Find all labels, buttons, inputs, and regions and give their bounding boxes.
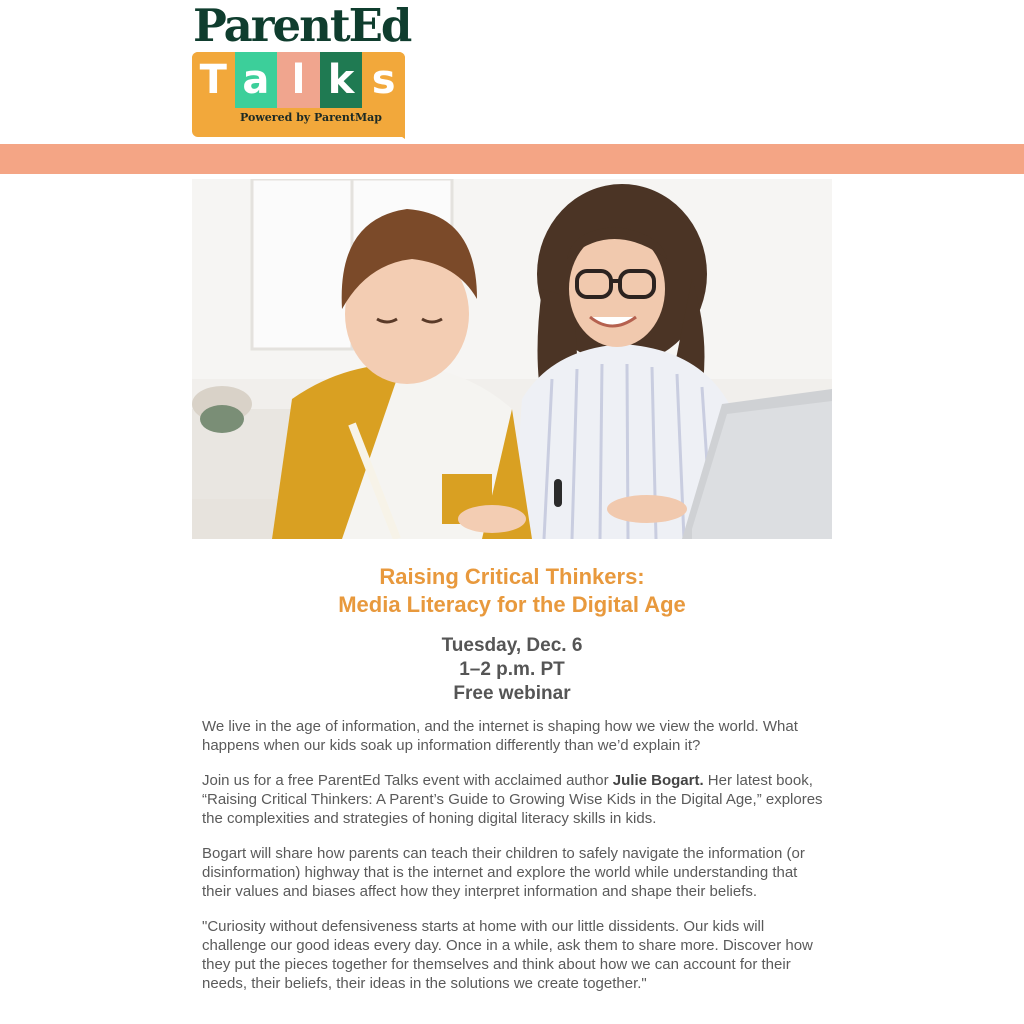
logo-tile-t: T <box>192 52 235 108</box>
paragraph-intro: We live in the age of information, and the internet is shaping how we view the world. What happens when our kids soak up information differently than we’d explain it? <box>202 718 798 754</box>
paragraph-author-before: Join us for a free ParentEd Talks event with acclaimed author <box>202 772 613 789</box>
event-type: Free webinar <box>453 683 571 704</box>
event-description <box>202 717 826 1009</box>
parented-talks-logo[interactable] <box>192 0 411 142</box>
header-color-band <box>0 144 1024 174</box>
logo-parented-text: ParentEd <box>193 0 411 52</box>
logo-tile-a: a <box>235 52 278 108</box>
logo-powered-by: Powered by ParentMap <box>240 111 382 124</box>
event-time: 1–2 p.m. PT <box>459 659 565 680</box>
paragraph-quote: "Curiosity without defensiveness starts at home with our little dissidents. Our kids will challenge our good ideas every day. Once in a while, ask them to share more. Discover how they put the pieces together for themselves and think about how we can account for their needs, their beliefs, their ideas in the solutions we create together." <box>202 918 813 992</box>
event-headline <box>192 563 832 619</box>
hero-image[interactable] <box>192 179 832 539</box>
logo-speech-bubble-tail <box>385 125 405 139</box>
paragraph-author-after: Her latest book, “Raising Critical Thinkers: A Parent’s Guide to Growing Wise Kids in the Digital Age,” explores the complexities and strategies of honing digital literacy skills in kids. <box>202 772 823 827</box>
paragraph-topic: Bogart will share how parents can teach their children to safely navigate the information (or disinformation) highway that is the internet and explore the world while understanding that their values and biases affect how they interpret information and shape their beliefs. <box>202 845 805 900</box>
headline-line-1: Raising Critical Thinkers: <box>379 564 645 589</box>
logo-tile-k: k <box>320 52 363 108</box>
logo-talks-tiles <box>192 52 405 108</box>
photo-woman-and-boy-at-laptop-icon <box>192 179 832 539</box>
logo-tile-s: s <box>362 52 405 108</box>
headline-line-2: Media Literacy for the Digital Age <box>338 592 686 617</box>
author-name: Julie Bogart. <box>612 772 704 789</box>
event-details <box>192 634 832 706</box>
logo-tile-l: l <box>277 52 320 108</box>
event-date: Tuesday, Dec. 6 <box>441 635 583 656</box>
paragraph-author <box>202 771 826 828</box>
